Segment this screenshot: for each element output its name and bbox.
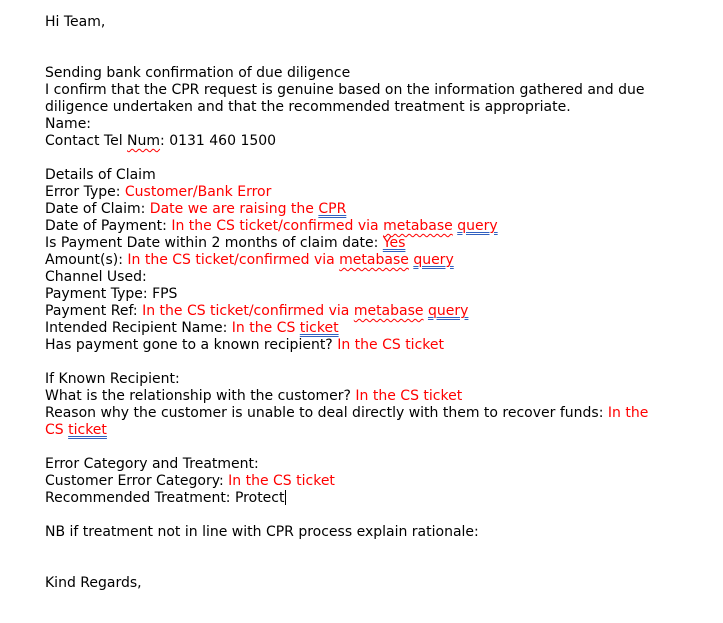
within-2-months-label: Is Payment Date within 2 months of claim date: xyxy=(45,235,383,251)
within-2-months-line xyxy=(45,235,715,252)
amounts-metabase[interactable]: metabase xyxy=(339,252,409,268)
payment-type-line: Payment Type: FPS xyxy=(45,286,178,302)
within-2-months-value[interactable]: Yes xyxy=(382,235,406,251)
date-of-claim-cpr[interactable]: CPR xyxy=(318,201,347,217)
date-of-claim-label: Date of Claim: xyxy=(45,201,150,217)
signoff: Kind Regards, xyxy=(45,575,142,591)
recipient-name-line xyxy=(45,320,715,337)
greeting: Hi Team, xyxy=(45,14,106,30)
treatment-value[interactable]: Protect xyxy=(234,490,285,506)
amounts-value: In the CS ticket/confirmed via xyxy=(127,252,340,268)
contact-line xyxy=(45,133,715,150)
intro-line-1: Sending bank confirmation of due diligence xyxy=(45,65,351,81)
reason-ticket[interactable]: ticket xyxy=(68,422,107,438)
payment-ref-label: Payment Ref: xyxy=(45,303,143,319)
relationship-label: What is the relationship with the customer? xyxy=(45,388,356,404)
name-label: Name: xyxy=(45,116,92,132)
reason-line-cont xyxy=(45,422,715,439)
email-body[interactable] xyxy=(45,14,715,592)
recipient-name-ticket[interactable]: ticket xyxy=(299,320,339,336)
contact-number: : 0131 460 1500 xyxy=(160,133,277,149)
error-type-line xyxy=(45,184,715,201)
relationship-line xyxy=(45,388,715,405)
treatment-line xyxy=(45,490,715,507)
payment-ref-query[interactable]: query xyxy=(427,303,469,319)
date-of-payment-query[interactable]: query xyxy=(457,218,498,234)
amounts-line xyxy=(45,252,715,269)
known-recipient-label: Has payment gone to a known recipient? xyxy=(45,337,338,353)
error-type-label: Error Type: xyxy=(45,184,125,200)
date-of-claim-value: Date we are raising the xyxy=(149,201,319,217)
contact-label-num-misspelled[interactable]: Num xyxy=(127,133,161,149)
known-recipient-value: In the CS ticket xyxy=(337,337,444,353)
date-of-payment-metabase[interactable]: metabase xyxy=(383,218,453,234)
recipient-name-value: In the CS xyxy=(231,320,300,336)
known-recipient-line xyxy=(45,337,715,354)
intro-line-2: I confirm that the CPR request is genuine based on the information gathered and due xyxy=(45,82,645,98)
payment-ref-metabase[interactable]: metabase xyxy=(353,303,424,319)
recipient-name-label: Intended Recipient Name: xyxy=(45,320,232,336)
customer-error-value: In the CS ticket xyxy=(228,473,335,489)
date-of-payment-label: Date of Payment: xyxy=(45,218,172,234)
reason-line xyxy=(45,405,715,422)
payment-ref-value: In the CS ticket/confirmed via xyxy=(142,303,354,319)
known-heading: If Known Recipient: xyxy=(45,371,180,387)
payment-ref-line xyxy=(45,303,715,320)
treatment-label: Recommended Treatment: xyxy=(45,490,235,506)
date-of-payment-value: In the CS ticket/confirmed via xyxy=(171,218,384,234)
error-type-value: Customer/Bank Error xyxy=(124,184,272,200)
reason-label: Reason why the customer is unable to deal directly with them to recover funds: xyxy=(45,405,608,421)
channel-line: Channel Used: xyxy=(45,269,147,285)
nb-line: NB if treatment not in line with CPR process explain rationale: xyxy=(45,524,479,540)
date-of-payment-line xyxy=(45,218,715,235)
category-heading: Error Category and Treatment: xyxy=(45,456,259,472)
text-caret xyxy=(285,490,286,505)
amounts-label: Amount(s): xyxy=(45,252,128,268)
customer-error-line xyxy=(45,473,715,490)
amounts-query[interactable]: query xyxy=(413,252,454,268)
contact-label-a: Contact Tel xyxy=(45,133,128,149)
intro-line-3: diligence undertaken and that the recommended treatment is appropriate. xyxy=(45,99,571,115)
reason-value-b: CS xyxy=(45,422,69,438)
date-of-claim-line xyxy=(45,201,715,218)
reason-value-a: In the xyxy=(607,405,649,421)
claim-heading: Details of Claim xyxy=(45,167,156,183)
relationship-value: In the CS ticket xyxy=(355,388,463,404)
customer-error-label: Customer Error Category: xyxy=(45,473,229,489)
